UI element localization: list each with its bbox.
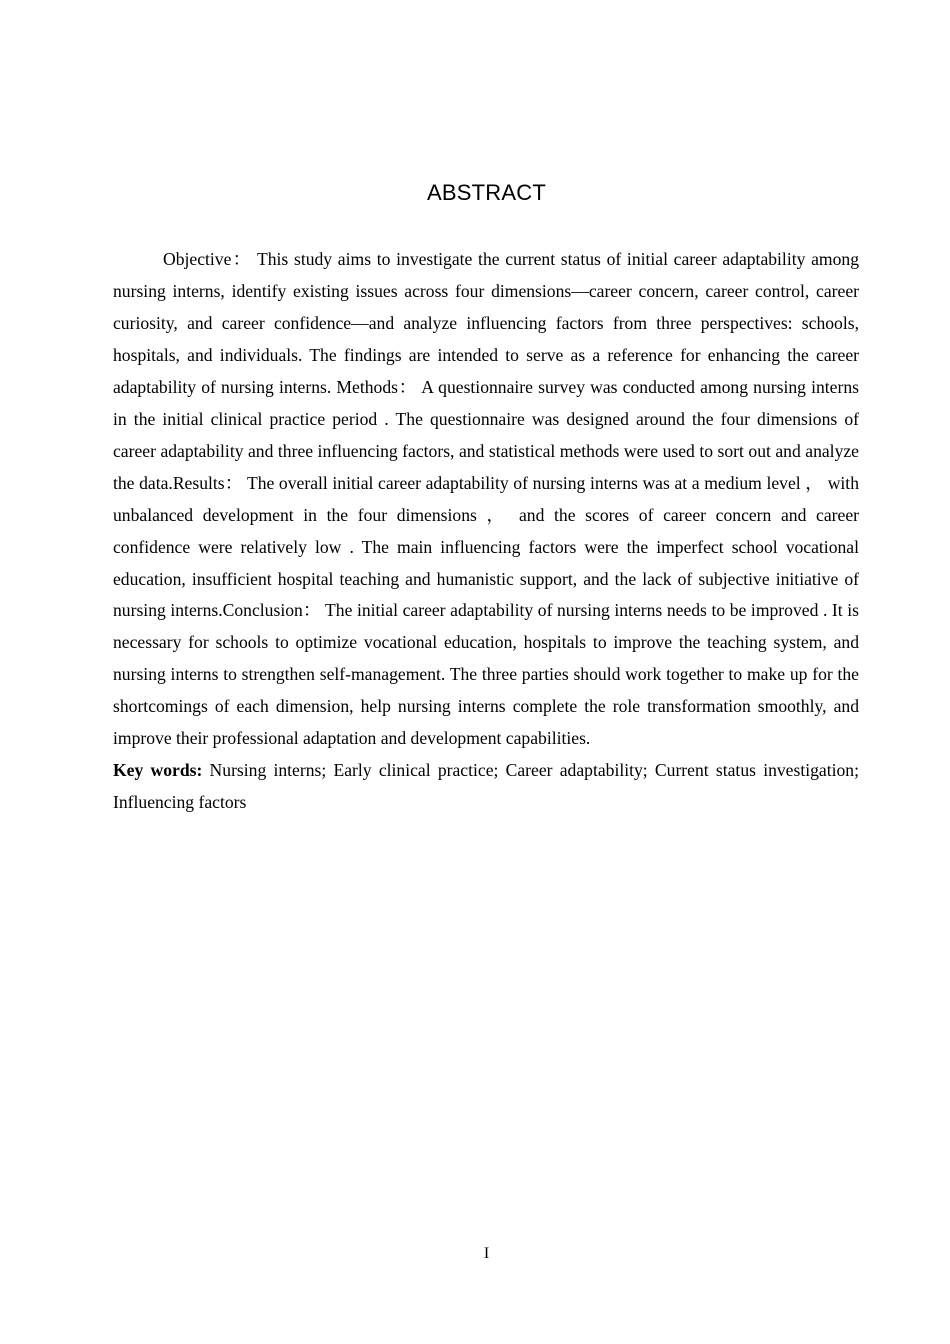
keywords-line: [113, 755, 859, 819]
abstract-content: [113, 244, 859, 819]
keywords-text: Nursing interns; Early clinical practice; Career adaptability; Current status investigation; Influencing factors: [113, 760, 859, 813]
page-number: I: [483, 1245, 490, 1262]
abstract-paragraph: Objective： This study aims to investigate the current status of initial career adaptability among nursing interns, identify existing issues across four dimensions—career concern, career control, career curiosity, and career confidence—and analyze influencing factors from three perspectives: schools, hospitals, and individuals. The findings are intended to serve as a reference for enhancing the career adaptability of nursing interns. Methods： A questionnaire survey was conducted among nursing interns in the initial clinical practice period . The questionnaire was designed around the four dimensions of career adaptability and three influencing factors, and statistical methods were used to sort out and analyze the data.Results： The overall initial career adaptability of nursing interns was at a medium level ， with unbalanced development in the four dimensions ， and the scores of career concern and career confidence were relatively low . The main influencing factors were the imperfect school vocational education, insufficient hospital teaching and humanistic support, and the lack of subjective initiative of nursing interns.Conclusion： The initial career adaptability of nursing interns needs to be improved . It is necessary for schools to optimize vocational education, hospitals to improve the teaching system, and nursing interns to strengthen self-management. The three parties should work together to make up for the shortcomings of each dimension, help nursing interns complete the role transformation smoothly, and improve their professional adaptation and development capabilities.: [113, 249, 859, 749]
keywords-label: Key words:: [113, 760, 203, 781]
abstract-title: ABSTRACT: [427, 180, 546, 205]
